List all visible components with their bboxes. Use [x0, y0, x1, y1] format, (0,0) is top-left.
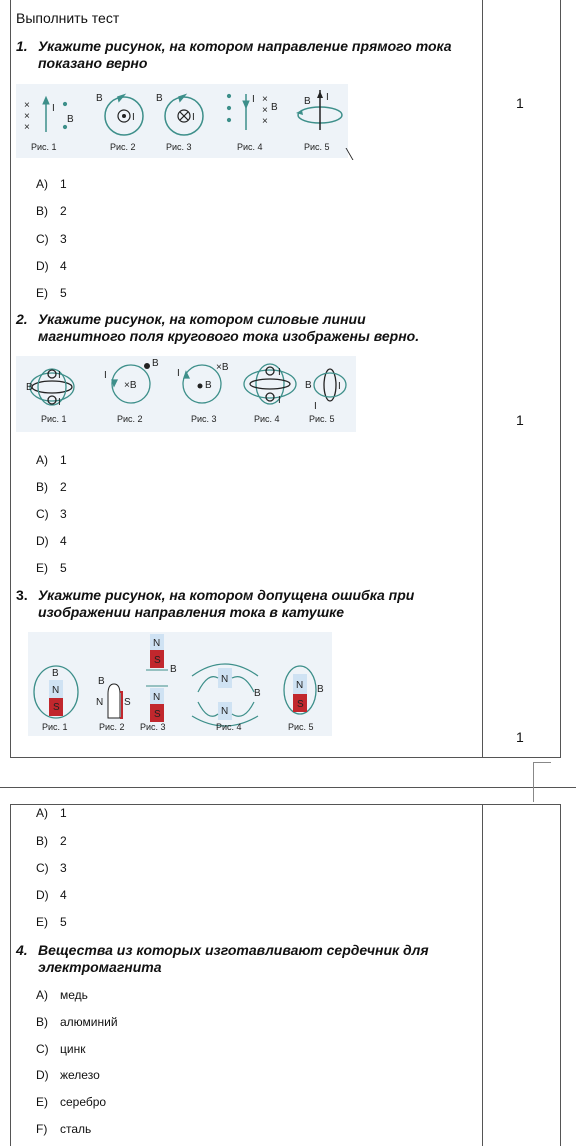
- q2-option-d[interactable]: D) 4: [36, 534, 67, 548]
- question-number: 1.: [16, 38, 28, 54]
- svg-text:I: I: [326, 92, 329, 103]
- svg-text:×: ×: [24, 122, 30, 133]
- svg-text:I: I: [192, 112, 195, 123]
- question-number: 3.: [16, 587, 28, 603]
- table-border-right-2: [560, 804, 561, 1146]
- q1-option-e[interactable]: E) 5: [36, 286, 67, 300]
- fig2-current-out: [96, 93, 143, 135]
- column-divider: [482, 0, 483, 757]
- table-top-border-2: [10, 804, 561, 805]
- q3-option-d[interactable]: D) 4: [36, 888, 67, 902]
- question-2: [16, 311, 456, 345]
- q1-score: 1: [516, 95, 524, 111]
- svg-text:×: ×: [262, 116, 268, 127]
- svg-text:N: N: [221, 674, 229, 685]
- question-text: Укажите рисунок, на котором направление прямого тока показано верно: [38, 38, 452, 71]
- svg-text:S: S: [297, 699, 304, 710]
- question-3: [16, 587, 456, 621]
- svg-text:B: B: [52, 668, 59, 679]
- caption-fig1: Рис. 1: [31, 142, 57, 152]
- svg-text:S: S: [154, 655, 161, 666]
- fig3-current-in: [156, 93, 203, 135]
- q2-score: 1: [516, 412, 524, 428]
- figure-q2: [16, 356, 356, 432]
- q2-option-a[interactable]: A) 1: [36, 453, 67, 467]
- svg-text:I: I: [104, 370, 107, 381]
- caption-fig5: Рис. 5: [288, 722, 314, 732]
- svg-text:I: I: [58, 397, 61, 408]
- figure-q2-svg: [16, 356, 356, 432]
- q3-score: 1: [516, 729, 524, 745]
- svg-text:I: I: [278, 395, 281, 406]
- svg-text:N: N: [221, 706, 229, 717]
- fig2-ring-field: [104, 358, 159, 403]
- svg-text:B: B: [98, 676, 105, 687]
- q4-option-c[interactable]: C) цинк: [36, 1042, 86, 1056]
- caption-fig3: Рис. 3: [166, 142, 192, 152]
- q2-option-c[interactable]: C) 3: [36, 507, 67, 521]
- svg-text:B: B: [96, 93, 103, 104]
- svg-text:S: S: [154, 709, 161, 720]
- fig5-coil: [284, 666, 324, 714]
- q1-option-a[interactable]: A) 1: [36, 177, 67, 191]
- svg-text:×: ×: [24, 100, 30, 111]
- question-text: Укажите рисунок, на котором допущена ошибка при изображении направления тока в катушке: [38, 587, 415, 620]
- caption-fig1: Рис. 1: [41, 414, 67, 424]
- svg-text:S: S: [53, 702, 60, 713]
- svg-text:B: B: [305, 380, 312, 391]
- svg-text:B: B: [152, 358, 159, 369]
- fig1-coil: [34, 666, 78, 718]
- svg-text:I: I: [58, 370, 61, 381]
- caption-fig2: Рис. 2: [99, 722, 125, 732]
- caption-fig2: Рис. 2: [117, 414, 143, 424]
- fig3-ring-field: [177, 362, 229, 403]
- svg-text:N: N: [153, 692, 161, 703]
- q4-option-e[interactable]: E) серебро: [36, 1095, 107, 1109]
- caption-fig4: Рис. 4: [254, 414, 280, 424]
- svg-text:B: B: [304, 96, 311, 107]
- svg-text:B: B: [205, 380, 212, 391]
- fig1-straight-current: [24, 97, 74, 133]
- label-current: I: [52, 103, 55, 114]
- question-4: [16, 942, 456, 976]
- svg-text:N: N: [296, 680, 304, 691]
- q3-option-b[interactable]: B) 2: [36, 834, 67, 848]
- fig4-straight-current: [227, 94, 278, 130]
- fig1-ring-field: [26, 369, 74, 408]
- svg-text:I: I: [278, 367, 281, 378]
- page-title: Выполнить тест: [16, 10, 120, 26]
- table-border-right: [560, 0, 561, 757]
- caption-fig1: Рис. 1: [42, 722, 68, 732]
- figure-q1-svg: [16, 84, 348, 158]
- svg-text:N: N: [52, 685, 60, 696]
- q4-option-f[interactable]: F) сталь: [36, 1122, 92, 1136]
- caption-fig2: Рис. 2: [110, 142, 136, 152]
- label-field: B: [67, 114, 74, 125]
- svg-text:S: S: [124, 697, 131, 708]
- caption-fig3: Рис. 3: [140, 722, 166, 732]
- caption-fig5: Рис. 5: [309, 414, 335, 424]
- figure-q3-svg: [28, 632, 332, 736]
- svg-text:B: B: [26, 382, 33, 393]
- q3-option-c[interactable]: C) 3: [36, 861, 67, 875]
- fig4-ring-field: [244, 364, 296, 406]
- table-border-left-2: [10, 804, 11, 1146]
- svg-text:B: B: [254, 688, 261, 699]
- caption-fig4: Рис. 4: [216, 722, 242, 732]
- page-separator: [0, 787, 576, 788]
- caption-fig5: Рис. 5: [304, 142, 330, 152]
- svg-text:I: I: [177, 368, 180, 379]
- fig2-coil: [96, 676, 131, 718]
- question-1: [16, 38, 456, 72]
- column-divider-2: [482, 804, 483, 1146]
- svg-text:B: B: [317, 684, 324, 695]
- svg-text:B: B: [170, 664, 177, 675]
- caption-fig4: Рис. 4: [237, 142, 263, 152]
- question-text: Вещества из которых изготавливают сердечник для электромагнита: [38, 942, 429, 975]
- q1-option-d[interactable]: D) 4: [36, 259, 67, 273]
- svg-text:×B: ×B: [216, 362, 229, 373]
- svg-text:I: I: [338, 381, 341, 392]
- svg-text:I: I: [252, 94, 255, 105]
- q1-option-b[interactable]: B) 2: [36, 204, 67, 218]
- svg-text:B: B: [271, 102, 278, 113]
- svg-text:×B: ×B: [124, 380, 137, 391]
- fig5-ring-field: [305, 369, 346, 412]
- question-number: 2.: [16, 311, 28, 327]
- q4-option-b[interactable]: B) алюминий: [36, 1015, 118, 1029]
- caption-fig3: Рис. 3: [191, 414, 217, 424]
- svg-text:×: ×: [24, 111, 30, 122]
- figure-q1: [16, 84, 348, 158]
- svg-text:×: ×: [262, 105, 268, 116]
- question-text: Укажите рисунок, на котором силовые линии магнитного поля кругового тока изображены верно.: [38, 311, 420, 344]
- q4-option-d[interactable]: D) железо: [36, 1068, 100, 1082]
- fig3-magnets: [146, 634, 177, 722]
- q4-option-a[interactable]: A) медь: [36, 988, 88, 1002]
- fig5-ring-current: [296, 90, 342, 130]
- table-border-left: [10, 0, 11, 757]
- svg-text:N: N: [96, 697, 104, 708]
- q1-option-c[interactable]: C) 3: [36, 232, 67, 246]
- table-bottom-border: [10, 757, 561, 758]
- q2-option-b[interactable]: B) 2: [36, 480, 67, 494]
- page-corner-mark: [533, 762, 551, 802]
- q3-option-a[interactable]: A) 1: [36, 806, 67, 820]
- svg-text:N: N: [153, 638, 161, 649]
- question-number: 4.: [16, 942, 28, 958]
- q2-option-e[interactable]: E) 5: [36, 561, 67, 575]
- svg-text:B: B: [156, 93, 163, 104]
- svg-text:I: I: [132, 112, 135, 123]
- fig4-magnets: [192, 664, 261, 726]
- svg-text:×: ×: [262, 94, 268, 105]
- q3-option-e[interactable]: E) 5: [36, 915, 67, 929]
- svg-text:I: I: [314, 401, 317, 412]
- figure-q3: [28, 632, 332, 736]
